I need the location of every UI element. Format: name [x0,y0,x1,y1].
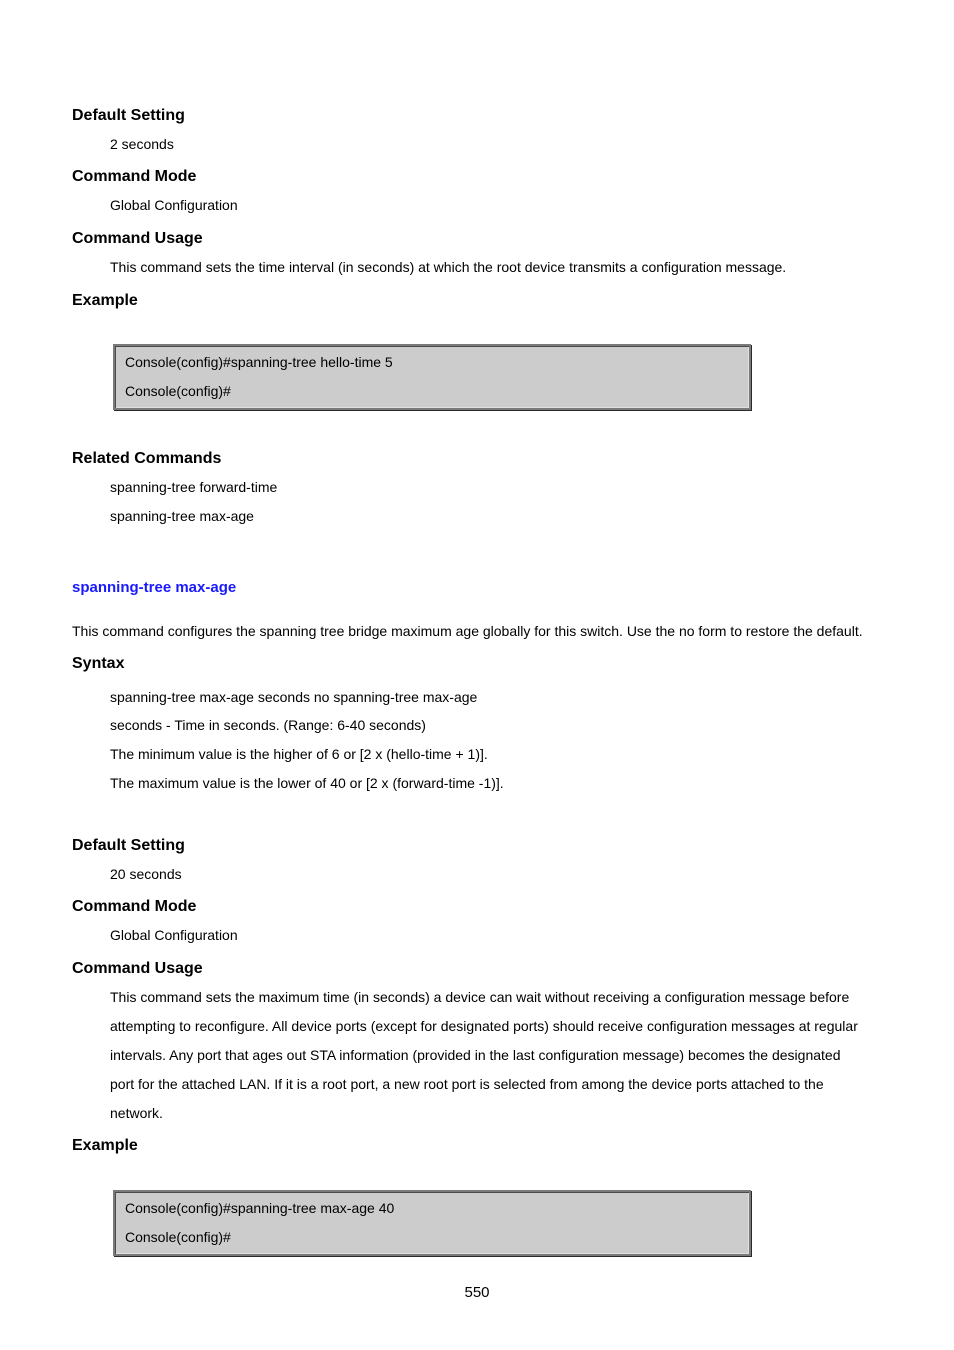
command-usage-line: intervals. Any port that ages out STA information (provided in the last configuration message) becomes the designated [110,1047,841,1063]
syntax-heading: Syntax [72,655,125,672]
code-line: Console(config)#spanning-tree max-age 40 [125,1200,395,1216]
related-command-link: spanning-tree forward-time [110,479,278,495]
code-example-box [113,344,751,410]
command-usage-heading: Command Usage [72,230,203,247]
command-usage-text: This command sets the time interval (in seconds) at which the root device transmits a configuration message. [110,259,787,275]
command-usage-line: port for the attached LAN. If it is a root port, a new root port is selected from among the device ports attached to the [110,1076,824,1092]
related-commands-heading: Related Commands [72,450,222,467]
default-setting-heading: Default Setting [72,837,185,854]
example-heading: Example [72,292,138,309]
command-description: This command configures the spanning tree bridge maximum age globally for this switch. Use the no form to restore the default. [72,623,863,639]
syntax-line: The minimum value is the higher of 6 or [2 x (hello-time + 1)]. [110,746,488,762]
related-command-link: spanning-tree max-age [110,508,254,524]
default-setting-value: 20 seconds [110,866,182,882]
syntax-line: The maximum value is the lower of 40 or [2 x (forward-time -1)]. [110,775,504,791]
default-setting-value: 2 seconds [110,136,174,152]
command-usage-line: network. [110,1105,163,1121]
command-usage-line: attempting to reconfigure. All device ports (except for designated ports) should receive configuration messages at regular [110,1018,858,1034]
syntax-line: seconds - Time in seconds. (Range: 6-40 seconds) [110,717,426,733]
command-mode-heading: Command Mode [72,898,197,915]
default-setting-heading: Default Setting [72,107,185,124]
command-mode-value: Global Configuration [110,197,238,213]
page-number: 550 [464,1284,490,1301]
command-mode-heading: Command Mode [72,168,197,185]
code-line: Console(config)# [125,1229,231,1245]
code-line: Console(config)#spanning-tree hello-time 5 [125,354,393,370]
command-mode-value: Global Configuration [110,927,238,943]
syntax-line: spanning-tree max-age seconds no spanning-tree max-age [110,689,478,705]
command-title: spanning-tree max-age [72,579,237,596]
code-example-box [113,1190,751,1256]
command-usage-heading: Command Usage [72,960,203,977]
example-heading: Example [72,1137,138,1154]
command-usage-line: This command sets the maximum time (in seconds) a device can wait without receiving a configuration message before [110,989,850,1005]
code-line: Console(config)# [125,383,231,399]
